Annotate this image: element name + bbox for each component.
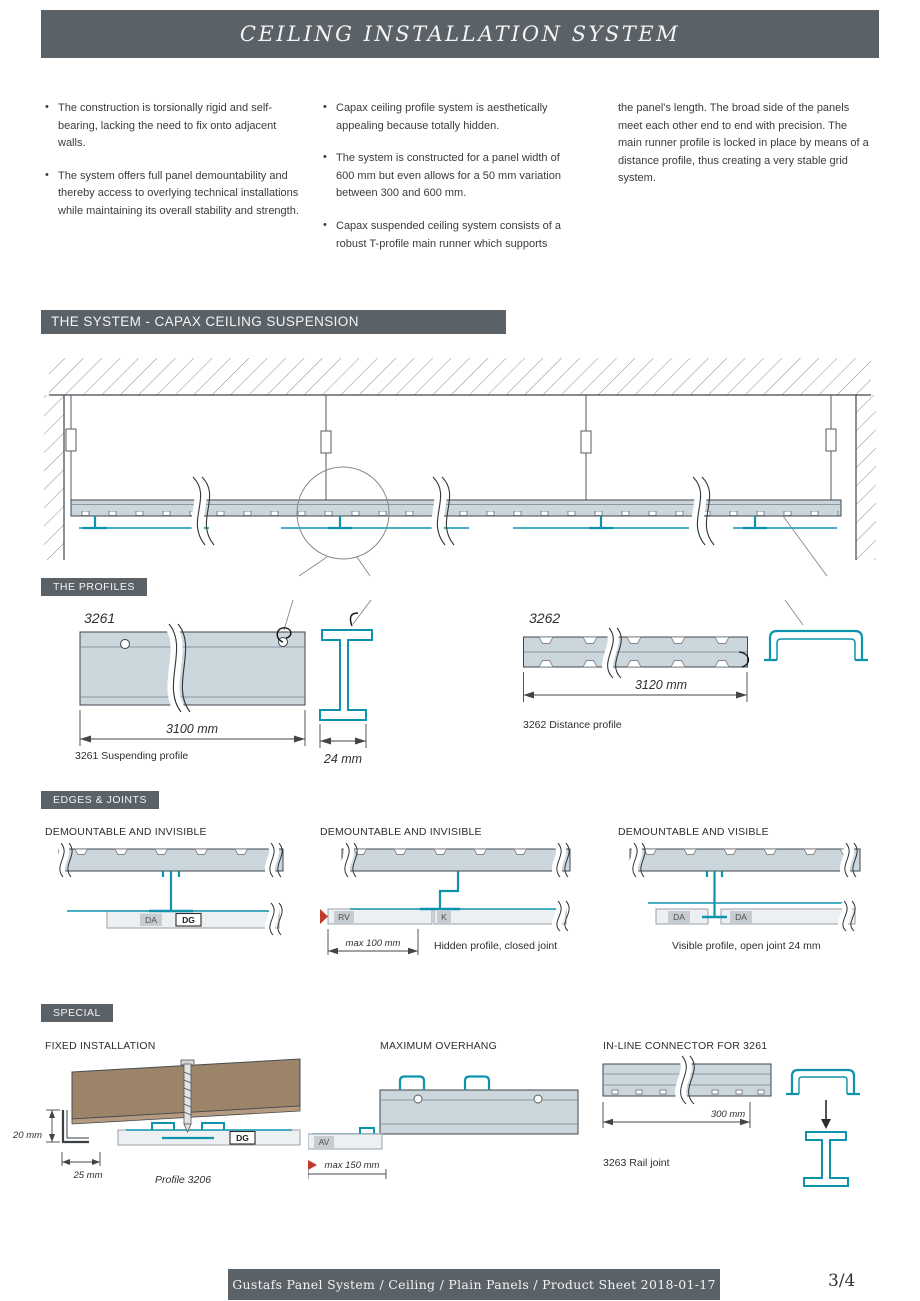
hanger-rods (66, 395, 836, 500)
edges-diagram-2-caption: Hidden profile, closed joint (434, 940, 558, 952)
dim-20mm (46, 1110, 60, 1142)
red-marker-icon (308, 1160, 317, 1170)
red-marker-icon (320, 909, 328, 924)
profile-3261-section (320, 613, 372, 720)
edge-tag-left: RV (338, 912, 350, 922)
profile-3261-caption: 3261 Suspending profile (75, 750, 189, 762)
leader-lines (284, 600, 371, 630)
special-diagram-1-caption: Profile 3206 (155, 1174, 212, 1186)
dim-24-label: 24 mm (323, 752, 363, 766)
panel (380, 1090, 578, 1134)
edge-tag-left: DA (673, 912, 685, 922)
bullet-item: • Capax ceiling profile system is aesthetically appealing because totally hidden. (323, 100, 581, 135)
right-wall-hatch (856, 395, 876, 560)
edges-diagram-1-title: DEMOUNTABLE AND INVISIBLE (45, 826, 207, 838)
dim-3120-label: 3120 mm (634, 678, 688, 692)
profile-3262-figure (523, 600, 883, 740)
leader-line (785, 600, 803, 625)
special-diagram-3-drawing (600, 1052, 885, 1202)
footer-bar (228, 1269, 720, 1300)
bullet-item: • Capax suspended ceiling system consists of a robust T-profile main runner which supports (323, 218, 581, 253)
intro-column-2 (323, 100, 581, 268)
profile-3261-figure (41, 600, 511, 778)
special-tag-av: AV (318, 1137, 330, 1147)
edge-tag-right: K (441, 912, 447, 922)
hidden-joint-profile (350, 871, 560, 909)
intro-column-3 (618, 100, 872, 188)
profiles-banner: THE PROFILES (41, 578, 147, 596)
joint-profile (67, 871, 279, 911)
edge-tag-left: DA (145, 915, 157, 925)
hole (414, 1095, 422, 1103)
insert-arrow-icon (821, 1100, 831, 1129)
page-title: CEILING INSTALLATION SYSTEM (239, 22, 681, 46)
intro-continuation-text: the panel's length. The broad side of the panels meet each other end to end with precision. The main runner profile is locked in place by means of a distance profile, thus creating a very stable grid system. (618, 102, 869, 185)
page-number: 3/4 (828, 1271, 856, 1291)
edge-tag-right: DA (735, 912, 747, 922)
edges-diagram-3-title: DEMOUNTABLE AND VISIBLE (618, 826, 769, 838)
connector-sleeve (786, 1070, 860, 1094)
special-banner: SPECIAL (41, 1004, 113, 1022)
footer-text: Gustafs Panel System / Ceiling / Plain Panels / Product Sheet 2018-01-17 (232, 1277, 716, 1292)
intro-column-1 (45, 100, 303, 236)
leader-lines (299, 516, 827, 576)
hole (534, 1095, 542, 1103)
dim-max100-label: max 100 mm (345, 938, 401, 949)
edges-diagram-2-drawing (320, 843, 592, 963)
profile-3261-plan (80, 624, 305, 712)
special-diagram-1-title: FIXED INSTALLATION (45, 1040, 156, 1052)
edges-diagram-3-drawing (618, 843, 880, 963)
edges-diagram-2-title: DEMOUNTABLE AND INVISIBLE (320, 826, 482, 838)
special-diagram-3-title: IN-LINE CONNECTOR FOR 3261 (603, 1040, 768, 1052)
left-wall-hatch (44, 395, 64, 560)
profile-3262-code: 3262 (529, 610, 561, 626)
special-diagram-2-drawing (308, 1052, 580, 1180)
profile-3262-section (764, 631, 868, 660)
system-section-banner: THE SYSTEM - CAPAX CEILING SUSPENSION (41, 310, 506, 334)
bullet-item: • The system offers full panel demountability and thereby access to overlying technical installations while maintaining its overall stability and strength. (45, 168, 303, 221)
main-runner-band (71, 500, 841, 516)
rail-section (804, 1132, 848, 1186)
dim-25mm (62, 1152, 100, 1166)
special-diagram-2-title: MAXIMUM OVERHANG (380, 1040, 497, 1052)
dim-24 (320, 724, 366, 748)
edges-diagram-1-drawing (45, 843, 317, 963)
profile-3262-caption: 3262 Distance profile (523, 719, 622, 731)
bullet-item: • The construction is torsionally rigid and self-bearing, lacking the need to fix onto adjacent walls. (45, 100, 303, 153)
profile-3261-code: 3261 (84, 610, 116, 626)
bullet-item: • The system is constructed for a panel width of 600 mm but even allows for a 50 mm variation between 300 and 600 mm. (323, 150, 581, 203)
dim-max150-label: max 150 mm (324, 1160, 380, 1171)
special-diagram-3-caption: 3263 Rail joint (603, 1157, 670, 1169)
suspension-overview-drawing (41, 345, 879, 577)
special-diagram-1-drawing (10, 1052, 310, 1192)
edge-tag-right: DG (182, 915, 195, 925)
dim-20mm-label: 20 mm (13, 1130, 43, 1141)
ceiling-hatch (49, 358, 871, 395)
profile-3262-plan (524, 628, 749, 678)
header-banner (41, 10, 879, 58)
special-tag-dg: DG (236, 1133, 249, 1143)
edges-diagram-3-caption: Visible profile, open joint 24 mm (672, 940, 821, 952)
dim-25mm-label: 25 mm (73, 1170, 103, 1181)
dim-3100-label: 3100 mm (165, 722, 219, 736)
dim-300-label: 300 mm (710, 1109, 746, 1120)
edges-banner: EDGES & JOINTS (41, 791, 159, 809)
